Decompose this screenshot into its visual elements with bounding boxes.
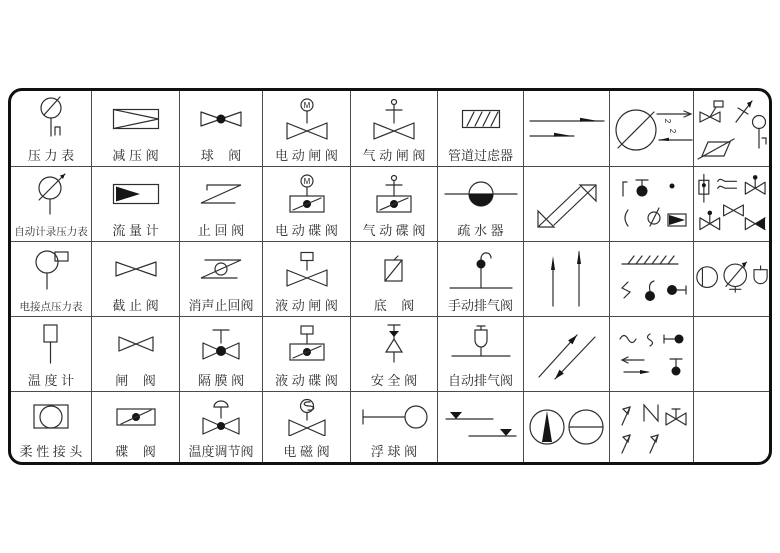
symbol-label: 柔 性 接 头: [19, 444, 83, 459]
symbol-label: 自动排气阀: [447, 373, 513, 388]
cell-safety-valve: [350, 317, 437, 391]
cell-misc-symbols-5: [609, 317, 693, 391]
cell-hydraulic-gate-valve: [262, 242, 350, 316]
cell-foot-valve: [350, 242, 437, 316]
cell-misc-symbols-2: [609, 167, 693, 241]
svg-text:2: 2: [667, 128, 677, 133]
symbol-label: 气 动 碟 阀: [362, 223, 426, 238]
symbol-label: 电接点压力表: [19, 300, 83, 313]
pipe-strainer-icon: [438, 91, 523, 146]
flexible-joint-icon: [11, 392, 91, 442]
symbol-label: 温 度 计: [27, 373, 75, 388]
symbol-label: 疏 水 器: [457, 223, 504, 238]
cell-auto-recording-pressure-gauge: [11, 167, 91, 241]
pneumatic-butterfly-valve-icon: [351, 167, 437, 221]
symbol-label: 隔 膜 阀: [197, 373, 245, 388]
cell-pressure-reducing-valve: [91, 91, 179, 166]
thermometer-icon: [11, 317, 91, 371]
cell-ground-hatch-symbols: [609, 242, 693, 316]
riser-arrows-icon: [524, 242, 609, 316]
cell-flexible-joint: [11, 392, 91, 462]
damper-plate-with-arrows-icon: [610, 91, 693, 166]
auto-recording-pressure-gauge-icon: [11, 167, 91, 221]
symbol-label: 液 动 碟 阀: [275, 373, 338, 388]
check-valve-icon: [180, 167, 262, 221]
symbol-label: 电 动 碟 阀: [275, 223, 338, 238]
cell-misc-symbols-1: [693, 91, 769, 166]
cell-electric-gate-valve: [262, 91, 350, 166]
flow-direction-arrows-icon: [524, 91, 609, 166]
misc-symbols-1-icon: [694, 91, 769, 166]
silent-check-valve-icon: [180, 242, 262, 296]
water-level-marks-icon: [438, 392, 523, 462]
symbol-label: 压 力 表: [27, 148, 75, 163]
electric-contact-pressure-gauge-icon: [11, 242, 91, 296]
table-row: [11, 166, 769, 241]
table-row: [11, 316, 769, 391]
symbol-label: 管道过虑器: [447, 148, 513, 163]
pneumatic-gate-valve-icon: [351, 91, 437, 146]
symbol-label: 截 止 阀: [112, 298, 159, 313]
cell-electric-butterfly-valve: [262, 167, 350, 241]
ground-hatch-symbols-icon: [610, 242, 693, 316]
hydraulic-gate-valve-icon: [263, 242, 350, 296]
misc-symbols-4-icon: [694, 242, 769, 316]
cell-diaphragm-valve: [179, 317, 262, 391]
symbol-label: 液 动 闸 阀: [275, 298, 338, 313]
table-row: [11, 91, 769, 166]
cell-flow-direction-arrows: [523, 91, 609, 166]
symbol-label: 止 回 阀: [197, 223, 245, 238]
cell-silent-check-valve: [179, 242, 262, 316]
cell-pneumatic-gate-valve: [350, 91, 437, 166]
symbol-label: 气 动 闸 阀: [362, 148, 426, 163]
diaphragm-valve-icon: [180, 317, 262, 371]
symbol-label: 电 动 闸 阀: [275, 148, 338, 163]
safety-valve-icon: [351, 317, 437, 371]
cell-empty: [693, 317, 769, 391]
cell-flow-meter: [91, 167, 179, 241]
cell-check-valve: [179, 167, 262, 241]
cell-electric-contact-pressure-gauge: [11, 242, 91, 316]
cell-water-level-marks: [437, 392, 523, 462]
cell-manual-air-vent-valve: [437, 242, 523, 316]
cell-steam-trap: [437, 167, 523, 241]
cell-temperature-control-valve: [179, 392, 262, 462]
cell-riser-arrows: [523, 242, 609, 316]
cell-empty: [693, 392, 769, 462]
ball-valve-icon: [180, 91, 262, 146]
hydraulic-butterfly-valve-icon: [263, 317, 350, 371]
north-arrow-circles-icon: [524, 392, 609, 462]
symbol-label: 流 量 计: [112, 223, 159, 238]
symbol-legend-table: [8, 88, 772, 465]
steam-trap-icon: [438, 167, 523, 221]
svg-text:2: 2: [662, 118, 672, 123]
foot-valve-icon: [351, 242, 437, 296]
symbol-label: 自动计录压力表: [14, 225, 88, 238]
symbol-label: 安 全 阀: [370, 373, 418, 388]
cell-misc-symbols-4: [693, 242, 769, 316]
slope-indicators-icon: [524, 167, 609, 241]
cell-pressure-gauge: [11, 91, 91, 166]
symbol-label: 底 阀: [373, 298, 415, 313]
cell-slope-arrows: [523, 317, 609, 391]
cell-thermometer: [11, 317, 91, 391]
table-row: [11, 241, 769, 316]
slope-arrows-icon: [524, 317, 609, 391]
symbol-label: 浮 球 阀: [370, 444, 418, 459]
cell-auto-air-vent-valve: [437, 317, 523, 391]
table-row: [11, 391, 769, 462]
misc-symbols-6-icon: [610, 392, 693, 462]
cell-misc-symbols-6: [609, 392, 693, 462]
cell-pipe-strainer: [437, 91, 523, 166]
symbol-label: 电 磁 阀: [283, 444, 330, 459]
pressure-gauge-icon: [11, 91, 91, 146]
butterfly-valve-icon: [92, 392, 179, 442]
cell-ball-valve: [179, 91, 262, 166]
symbol-label: 手动排气阀: [447, 298, 513, 313]
symbol-label: 温度调节阀: [188, 444, 254, 459]
symbol-label: 闸 阀: [115, 373, 156, 388]
cell-damper-plate-with-arrows: [609, 91, 693, 166]
gate-valve-icon: [92, 317, 179, 371]
solenoid-valve-icon: [263, 392, 350, 442]
electric-gate-valve-icon: [263, 91, 350, 146]
symbol-label: 消声止回阀: [188, 298, 254, 313]
symbol-label: 球 阀: [200, 148, 242, 163]
cell-solenoid-valve: [262, 392, 350, 462]
float-ball-valve-icon: [351, 392, 437, 442]
misc-symbols-3-icon: [694, 167, 769, 241]
misc-symbols-2-icon: [610, 167, 693, 241]
temperature-control-valve-icon: [180, 392, 262, 442]
misc-symbols-5-icon: [610, 317, 693, 391]
cell-butterfly-valve: [91, 392, 179, 462]
electric-butterfly-valve-icon: [263, 167, 350, 221]
stop-valve-icon: [92, 242, 179, 296]
manual-air-vent-valve-icon: [438, 242, 523, 296]
cell-slope-indicators: [523, 167, 609, 241]
cell-misc-symbols-3: [693, 167, 769, 241]
cell-gate-valve: [91, 317, 179, 391]
auto-air-vent-valve-icon: [438, 317, 523, 371]
cell-stop-valve: [91, 242, 179, 316]
pressure-reducing-valve-icon: [92, 91, 179, 146]
svg-text:M: M: [303, 177, 310, 186]
cell-pneumatic-butterfly-valve: [350, 167, 437, 241]
svg-text:M: M: [303, 100, 310, 110]
cell-hydraulic-butterfly-valve: [262, 317, 350, 391]
flow-meter-icon: [92, 167, 179, 221]
symbol-label: 碟 阀: [115, 444, 156, 459]
cell-float-ball-valve: [350, 392, 437, 462]
symbol-label: 减 压 阀: [112, 148, 159, 163]
cell-north-arrow-circles: [523, 392, 609, 462]
